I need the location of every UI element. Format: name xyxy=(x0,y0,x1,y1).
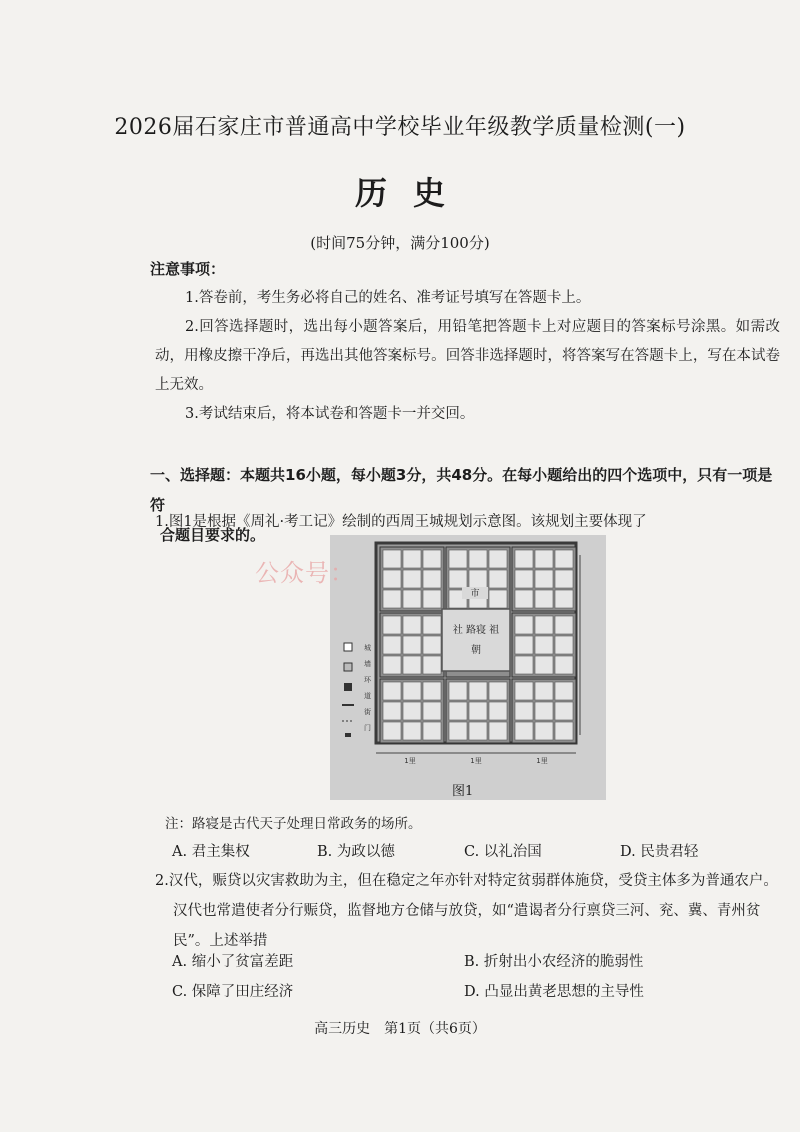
ward-lot xyxy=(555,636,573,654)
scale-label-1: 1里 xyxy=(404,757,416,765)
question-1-note: 注：路寝是古代天子处理日常政务的场所。 xyxy=(165,816,422,832)
legend-text-3: 环 xyxy=(364,676,371,684)
q1-option-d[interactable]: D. 民贵君轻 xyxy=(620,844,699,860)
ward-lot xyxy=(489,590,507,608)
legend-swatch-2 xyxy=(344,663,352,671)
ward-lot xyxy=(449,702,467,720)
ward-lot xyxy=(535,590,553,608)
ward-lot xyxy=(423,570,441,588)
ward-lot xyxy=(383,590,401,608)
subject-title: 历史 xyxy=(354,174,471,212)
ward-lot xyxy=(489,722,507,740)
q2-option-b[interactable]: B. 折射出小农经济的脆弱性 xyxy=(464,954,644,970)
ward-lot xyxy=(449,550,467,568)
question-2-line2: 汉代也常遣使者分行赈贷，监督地方仓储与放贷，如“遣谒者分行禀贷三河、兖、冀、青州贫 xyxy=(173,903,761,919)
ward-lot xyxy=(535,616,553,634)
ward-lot xyxy=(403,682,421,700)
ward-lot xyxy=(403,636,421,654)
page-footer: 高三历史 第1页（共6页） xyxy=(314,1021,486,1037)
figure-caption: 图1 xyxy=(452,784,474,799)
ward-lot xyxy=(535,570,553,588)
watermark: 公众号： xyxy=(255,559,355,587)
ward-lot xyxy=(469,722,487,740)
scale-label-3: 1里 xyxy=(536,757,548,765)
exam-title: 2026届石家庄市普通高中学校毕业年级教学质量检测(一) xyxy=(114,115,686,140)
ward-lot xyxy=(449,722,467,740)
q1-option-c[interactable]: C. 以礼治国 xyxy=(464,844,542,860)
ward-lot xyxy=(423,550,441,568)
ward-lot xyxy=(515,636,533,654)
ward-lot xyxy=(423,656,441,674)
ward-lot xyxy=(383,550,401,568)
q2-option-a[interactable]: A. 缩小了贫富差距 xyxy=(172,954,294,970)
ward-lot xyxy=(403,590,421,608)
notice-item-1: 1.答卷前，考生务必将自己的姓名、准考证号填写在答题卡上。 xyxy=(185,290,591,306)
legend xyxy=(342,643,372,737)
ward-lot xyxy=(535,636,553,654)
ward-lot xyxy=(489,570,507,588)
legend-text-5: 街 xyxy=(364,708,371,716)
q2-option-d[interactable]: D. 凸显出黄老思想的主导性 xyxy=(464,984,644,1000)
ward-lot xyxy=(403,570,421,588)
ward-lot xyxy=(515,682,533,700)
question-2-line1: 2.汉代，赈贷以灾害救助为主，但在稳定之年亦针对特定贫弱群体施贷，受贷主体多为普通农户。 xyxy=(155,873,778,889)
ward-lot xyxy=(555,656,573,674)
ward-lot xyxy=(449,570,467,588)
ward-lot xyxy=(515,656,533,674)
ward-lot xyxy=(403,722,421,740)
time-note: (时间75分钟，满分100分) xyxy=(310,234,490,252)
question-1-stem: 1.图1是根据《周礼·考工记》绘制的西周王城规划示意图。该规划主要体现了 xyxy=(155,514,647,530)
legend-text-1: 城 xyxy=(364,644,371,652)
ward-lot xyxy=(555,722,573,740)
ward-lot xyxy=(383,722,401,740)
ward-lot xyxy=(423,636,441,654)
ward-lot xyxy=(555,590,573,608)
ward-lot xyxy=(403,616,421,634)
section-one-line2: 合题目要求的。 xyxy=(160,526,266,544)
ward-lot xyxy=(403,702,421,720)
legend-text-6: 门 xyxy=(364,724,371,732)
ward-lot xyxy=(535,682,553,700)
q2-option-c[interactable]: C. 保障了田庄经济 xyxy=(172,984,294,1000)
legend-text-4: 道 xyxy=(364,692,371,700)
notice-item-3: 3.考试结束后，将本试卷和答题卡一并交回。 xyxy=(185,406,475,422)
ward-lot xyxy=(423,682,441,700)
legend-text-2: 墙 xyxy=(364,660,371,668)
notice-item-2: 2.回答选择题时，选出每小题答案后，用铅笔把答题卡上对应题目的答案标号涂黑。如需改动，用橡皮擦干净后，再选出其他答案标号。回答非选择题时，将答案写在答题卡上，写在本试卷上无效。 xyxy=(155,319,780,393)
legend-swatch-gate xyxy=(345,733,351,737)
legend-swatch-1 xyxy=(344,643,352,651)
ward-lot xyxy=(535,702,553,720)
ward-lot xyxy=(555,616,573,634)
legend-swatch-3 xyxy=(344,683,352,691)
q1-option-b[interactable]: B. 为政以德 xyxy=(317,844,395,860)
ward-lot xyxy=(535,656,553,674)
ward-lot xyxy=(535,722,553,740)
palace-court xyxy=(442,609,510,671)
ward-lot xyxy=(469,570,487,588)
question-2-line3: 民”。上述举措 xyxy=(173,933,268,949)
ward-lot xyxy=(383,636,401,654)
city-plan-diagram xyxy=(330,535,606,800)
ward-lot xyxy=(423,616,441,634)
notice-heading: 注意事项： xyxy=(150,260,226,278)
ward-lot xyxy=(489,550,507,568)
ward-lot xyxy=(555,550,573,568)
palace-label: 社 路寝 祖 xyxy=(452,625,500,636)
figure-1-city-plan xyxy=(330,535,606,800)
ward-lot xyxy=(555,570,573,588)
ward-lot xyxy=(535,550,553,568)
ward-lot xyxy=(423,590,441,608)
market-label: 市 xyxy=(470,589,480,599)
ward-lot xyxy=(423,702,441,720)
ward-lot xyxy=(555,702,573,720)
ward-lot xyxy=(515,722,533,740)
ward-lot xyxy=(449,682,467,700)
scale-label-2: 1里 xyxy=(470,757,482,765)
section-one-line1: 一、选择题：本题共16小题，每小题3分，共48分。在每小题给出的四个选项中，只有一项是符 xyxy=(150,466,773,514)
ward-lot xyxy=(515,590,533,608)
ward-lot xyxy=(469,550,487,568)
ward-lot xyxy=(469,682,487,700)
ward-lot xyxy=(383,570,401,588)
ward-lot xyxy=(555,682,573,700)
question-2-stem xyxy=(155,866,780,956)
ward-lot xyxy=(515,702,533,720)
ward-lot xyxy=(489,702,507,720)
ward-lot xyxy=(403,656,421,674)
ward-lot xyxy=(383,682,401,700)
ward-lot xyxy=(383,702,401,720)
ward-lot xyxy=(515,550,533,568)
ward-lot xyxy=(383,656,401,674)
ward-lot xyxy=(423,722,441,740)
ward-lot xyxy=(515,570,533,588)
q1-option-a[interactable]: A. 君主集权 xyxy=(172,844,250,860)
ward-lot xyxy=(383,616,401,634)
ward-lot xyxy=(515,616,533,634)
palace-label-2: 朝 xyxy=(471,645,481,656)
ward-lot xyxy=(469,702,487,720)
ward-lot xyxy=(489,682,507,700)
ward-lot xyxy=(403,550,421,568)
